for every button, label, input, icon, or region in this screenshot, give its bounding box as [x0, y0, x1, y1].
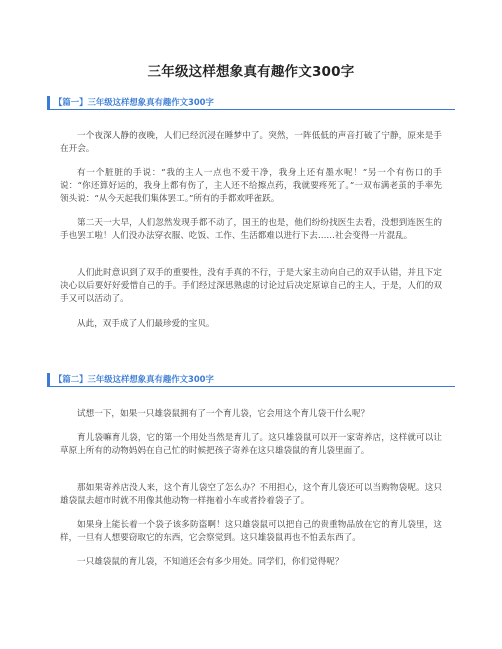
section-2-paragraph-5: 一只雄袋鼠的育儿袋，不知道还会有多少用处。同学们，你们觉得呢？: [77, 557, 344, 567]
section-1-paragraph-1: 一个夜深人静的夜晚，人们已经沉浸在睡梦中了。突然，一阵低低的声音打破了宁静，原来是手在开会。: [60, 131, 442, 154]
document-title: 三年级这样想象真有趣作文300字: [147, 64, 355, 80]
section-1-paragraph-2: 有一个脏脏的手说：“我的主人一点也不爱干净，我身上还有墨水呢！”另一个有伤口的手说：“你还算好运的，我身上都有伤了，主人还不给擦点药，我就要疼死了。”一双布满老茧的手率先领头说：“从今天起我们集体罢工。”所有的手都欢呼雀跃。: [60, 168, 442, 204]
section-2-paragraph-2: 育儿袋嘛育儿袋，它的第一个用处当然是育儿了。这只雄袋鼠可以开一家寄养店，这样就可以让草原上所有的动物妈妈在自己忙的时候把孩子寄养在这只雄袋鼠的育儿袋里面了。: [60, 433, 442, 456]
section-1-paragraph-4: 人们此时意识到了双手的重要性，没有手真的不行，于是大家主动向自己的双手认错，并且下定决心以后要好好爱惜自己的手。手们经过深思熟虑的讨论过后决定原谅自己的主人，于是，人们的双手又可以活动了。: [60, 268, 442, 304]
section-header-1: 【篇一】三年级这样想象真有趣作文300字: [47, 96, 455, 110]
section-2-paragraph-4: 如果身上能长着一个袋子该多防盗啊！这只雄袋鼠可以把自己的贵重物品放在它的育儿袋里，这样，一旦有人想要窃取它的东西，它会察觉到。这只雄袋鼠再也不怕丢东西了。: [60, 520, 442, 543]
section-2-paragraph-1: 试想一下，如果一只雄袋鼠拥有了一个育儿袋，它会用这个育儿袋干什么呢？: [77, 409, 370, 419]
section-1-paragraph-5: 从此，双手成了人们最珍爱的宝贝。: [77, 319, 215, 329]
section-header-2: 【篇二】三年级这样想象真有趣作文300字: [47, 373, 455, 387]
section-2-paragraph-3: 那如果寄养店没人来，这个育儿袋空了怎么办？不用担心，这个育儿袋还可以当购物袋呢。这只雄袋鼠去超市时就不用像其他动物一样拖着小车或者拎着袋子了。: [60, 483, 442, 506]
section-1-paragraph-3: 第二天一大早，人们忽然发现手都不动了，国王的也是，他们纷纷找医生去看，没想到连医生的手也罢工啦！人们没办法穿衣服、吃饭、工作、生活都难以进行下去……社会变得一片混乱。: [60, 218, 442, 241]
